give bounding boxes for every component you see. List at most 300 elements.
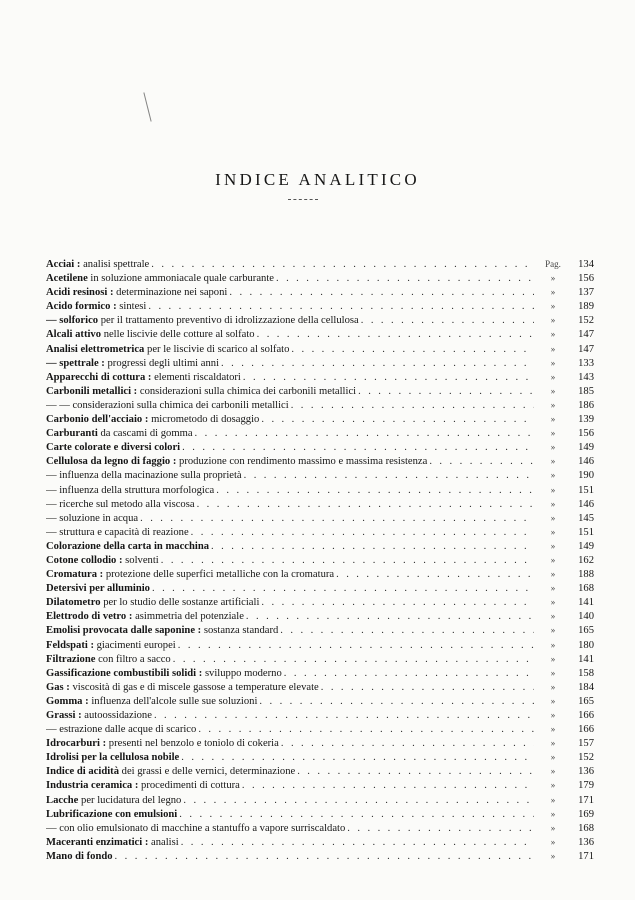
entry-text xyxy=(46,427,193,441)
index-entry xyxy=(46,398,594,412)
dot-leader xyxy=(197,498,534,512)
page-number: 146 xyxy=(578,498,594,510)
page-prefix: » xyxy=(550,752,556,763)
index-entry xyxy=(46,257,594,271)
dot-leader xyxy=(261,413,534,427)
page-prefix: » xyxy=(550,597,556,608)
dot-leader xyxy=(297,765,534,779)
entry-description: analisi xyxy=(151,836,179,848)
page-prefix: » xyxy=(550,540,556,551)
dot-leader xyxy=(242,779,534,793)
entry-content xyxy=(46,371,536,385)
entry-text xyxy=(46,610,244,624)
entry-text xyxy=(46,639,176,653)
page-number: 166 xyxy=(578,724,594,736)
page-number: 133 xyxy=(578,357,594,369)
entry-text xyxy=(46,695,257,709)
entry-description: autoossidazione xyxy=(84,710,152,721)
page-number: 141 xyxy=(578,597,594,609)
page-number: 139 xyxy=(578,414,594,426)
entry-text xyxy=(46,765,295,779)
dot-leader xyxy=(195,427,534,441)
page-prefix: » xyxy=(550,329,556,340)
page-number: 156 xyxy=(578,428,594,440)
entry-content xyxy=(46,610,536,624)
entry-content xyxy=(46,399,536,413)
page-prefix: » xyxy=(550,695,556,706)
entry-content xyxy=(46,314,536,328)
entry-heading: Apparecchi di cottura : xyxy=(46,371,152,383)
page-number: 156 xyxy=(578,273,594,285)
entry-description: produzione con rendimento massimo e massima resistenza xyxy=(179,456,428,468)
title-divider xyxy=(288,199,318,200)
entry-text xyxy=(46,272,274,286)
page-prefix: Pag. xyxy=(545,259,561,269)
dot-leader xyxy=(154,709,534,723)
entry-heading: Lacche xyxy=(46,794,79,806)
dot-leader xyxy=(161,554,534,568)
entry-description: sintesi xyxy=(119,301,147,313)
entry-description: presenti nel benzolo e toniolo di cokeria xyxy=(108,738,279,750)
page-prefix: » xyxy=(550,287,556,298)
page-prefix: » xyxy=(550,470,556,481)
index-entry xyxy=(46,539,594,553)
page-prefix: » xyxy=(550,414,556,425)
page-number: 134 xyxy=(578,259,594,270)
index-entry xyxy=(46,327,594,341)
entry-text xyxy=(46,681,319,695)
page-number: 152 xyxy=(578,752,594,764)
page-prefix: » xyxy=(550,343,556,354)
index-entry xyxy=(46,525,594,539)
index-entry xyxy=(46,821,594,835)
entry-content xyxy=(46,343,536,357)
entry-content xyxy=(46,328,536,342)
dot-leader xyxy=(261,596,534,610)
entry-description: — con olio emulsionato di macchine a stantuffo a vapore surriscaldato xyxy=(46,822,346,834)
entry-content xyxy=(46,639,536,653)
entry-content xyxy=(46,512,536,526)
entry-description: per lucidatura del legno xyxy=(81,794,182,806)
index-entry xyxy=(46,412,594,426)
page-prefix: » xyxy=(550,357,556,368)
dot-leader xyxy=(198,723,534,737)
entry-heading: Carte colorate e diversi colori xyxy=(46,442,181,454)
page-number: 147 xyxy=(578,329,594,341)
entry-content xyxy=(46,779,536,793)
page-prefix: » xyxy=(550,385,556,396)
entry-heading: Maceranti enzimatici : xyxy=(46,836,149,848)
dot-leader xyxy=(336,568,534,582)
entry-description: dei grassi e delle vernici, determinazione xyxy=(121,766,296,778)
page-number: 137 xyxy=(578,287,594,299)
entry-heading: Carburanti xyxy=(46,428,98,440)
entry-text xyxy=(46,441,180,455)
entry-description: con filtro a sacco xyxy=(98,653,171,665)
entry-description: protezione delle superfici metalliche con la cromatura xyxy=(105,569,335,581)
entry-heading: Alcali attivo xyxy=(46,329,102,341)
entry-text xyxy=(46,737,279,751)
entry-content xyxy=(46,455,536,469)
page-number: 162 xyxy=(578,554,594,566)
index-entry xyxy=(46,342,594,356)
entry-content xyxy=(46,723,536,737)
index-entry xyxy=(46,511,594,525)
page-prefix: » xyxy=(550,667,556,678)
entry-text xyxy=(46,286,227,300)
index-entry xyxy=(46,313,594,327)
page-prefix: » xyxy=(550,301,556,312)
index-entry xyxy=(46,623,594,637)
entry-text xyxy=(46,484,214,498)
entry-description: nelle liscivie delle cotture al solfato xyxy=(103,329,255,341)
page-number: 171 xyxy=(578,850,594,862)
entry-heading: Mano di fondo xyxy=(46,850,113,862)
dot-leader xyxy=(181,836,534,850)
page-prefix: » xyxy=(550,526,556,537)
entry-text xyxy=(46,469,242,483)
index-entry xyxy=(46,609,594,623)
entry-text xyxy=(46,709,152,723)
page-prefix: » xyxy=(550,512,556,523)
index-entry xyxy=(46,567,594,581)
index-entry xyxy=(46,285,594,299)
page-number: 169 xyxy=(578,808,594,820)
entry-description: elementi riscaldatori xyxy=(154,371,241,383)
entry-text xyxy=(46,582,150,596)
entry-content xyxy=(46,272,536,286)
entry-heading: Cromatura : xyxy=(46,569,104,581)
entry-text xyxy=(46,540,209,554)
entry-content xyxy=(46,596,536,610)
dot-leader xyxy=(151,258,534,272)
page-prefix: » xyxy=(550,442,556,453)
entry-content xyxy=(46,709,536,723)
index-entry xyxy=(46,722,594,736)
page-number: 180 xyxy=(578,639,594,651)
dot-leader xyxy=(291,399,534,413)
page-number: 165 xyxy=(578,695,594,707)
dot-leader xyxy=(259,695,534,709)
index-entry xyxy=(46,370,594,384)
pencil-mark xyxy=(143,92,151,121)
entry-description: procedimenti di cottura xyxy=(141,780,240,792)
entry-content xyxy=(46,554,536,568)
page-prefix: » xyxy=(550,766,556,777)
index-entry xyxy=(46,778,594,792)
entry-heading: Filtrazione xyxy=(46,653,96,665)
dot-leader xyxy=(179,808,534,822)
page-prefix: » xyxy=(550,498,556,509)
entry-text xyxy=(46,624,278,638)
page-prefix: » xyxy=(550,710,556,720)
entry-heading: Idrolisi per la cellulosa nobile xyxy=(46,752,180,764)
entry-content xyxy=(46,498,536,512)
page-prefix: » xyxy=(550,780,556,791)
page-prefix: » xyxy=(550,836,556,847)
entry-description: influenza dell'alcole sulle sue soluzioni xyxy=(91,695,258,707)
entry-text xyxy=(46,371,241,385)
entry-content xyxy=(46,357,536,371)
dot-leader xyxy=(280,624,534,638)
dot-leader xyxy=(181,751,534,765)
page-number: 146 xyxy=(578,456,594,468)
entry-heading: Colorazione della carta in macchina xyxy=(46,540,210,552)
entry-heading: Cotone collodio : xyxy=(46,554,123,566)
entry-text xyxy=(46,526,189,540)
page-prefix: » xyxy=(550,794,556,805)
entry-content xyxy=(46,300,536,314)
index-entry xyxy=(46,440,594,454)
entry-description: analisi spettrale xyxy=(83,259,150,270)
index-entry xyxy=(46,708,594,722)
dot-leader xyxy=(152,582,534,596)
index-entry xyxy=(46,793,594,807)
entry-content xyxy=(46,737,536,751)
index-entry xyxy=(46,454,594,468)
entry-description: micrometodo di dosaggio xyxy=(151,414,260,426)
page-number: 168 xyxy=(578,822,594,834)
page-number: 149 xyxy=(578,442,594,454)
dot-leader xyxy=(281,737,534,751)
entry-description: in soluzione ammoniacale quale carburante xyxy=(90,273,274,285)
entry-text xyxy=(46,258,149,272)
entry-heading: — solforico xyxy=(46,315,99,327)
page-number: 166 xyxy=(578,710,594,721)
page-prefix: » xyxy=(550,724,556,735)
dot-leader xyxy=(229,286,534,300)
entry-text xyxy=(46,836,179,850)
dot-leader xyxy=(115,850,534,864)
entry-content xyxy=(46,822,536,836)
index-entry xyxy=(46,271,594,285)
entry-text xyxy=(46,385,356,399)
entry-text xyxy=(46,822,345,836)
index-entry xyxy=(46,384,594,398)
entry-content xyxy=(46,427,536,441)
index-entry xyxy=(46,666,594,680)
index-entry xyxy=(46,299,594,313)
entry-heading: Carbonio dell'acciaio : xyxy=(46,414,149,426)
entry-content xyxy=(46,568,536,582)
entry-description: — ricerche sul metodo alla viscosa xyxy=(46,498,195,510)
index-list xyxy=(46,257,594,863)
entry-content xyxy=(46,653,536,667)
page-prefix: » xyxy=(550,808,556,819)
entry-description: — influenza della struttura morfologica xyxy=(46,484,215,496)
entry-heading: Dilatometro xyxy=(46,597,101,609)
entry-heading: Acido formico : xyxy=(46,301,117,313)
page-number: 152 xyxy=(578,315,594,327)
page-title: INDICE ANALITICO xyxy=(215,170,420,189)
page-number: 190 xyxy=(578,470,594,482)
page-number: 149 xyxy=(578,540,594,552)
entry-text xyxy=(46,850,113,864)
page-prefix: » xyxy=(550,273,556,284)
entry-text xyxy=(46,596,259,610)
entry-description: — estrazione dalle acque di scarico xyxy=(46,724,197,736)
page-number: 184 xyxy=(578,681,594,693)
entry-heading: Analisi elettrometrica xyxy=(46,343,145,355)
entry-description: solventi xyxy=(125,554,159,566)
page-prefix: » xyxy=(550,625,556,636)
page-prefix: » xyxy=(550,371,556,382)
dot-leader xyxy=(244,469,534,483)
entry-heading: Acciai : xyxy=(46,259,81,270)
dot-leader xyxy=(148,300,534,314)
entry-content xyxy=(46,765,536,779)
entry-heading: Cellulosa da legno di faggio : xyxy=(46,456,177,468)
entry-content xyxy=(46,286,536,300)
index-entry xyxy=(46,581,594,595)
entry-content xyxy=(46,850,536,864)
entry-heading: Idrocarburi : xyxy=(46,738,107,750)
page-number: 143 xyxy=(578,371,594,383)
entry-text xyxy=(46,512,138,526)
index-entry xyxy=(46,468,594,482)
page-number: 189 xyxy=(578,301,594,313)
entry-heading: Emolisi provocata dalle saponine : xyxy=(46,625,202,637)
entry-text xyxy=(46,794,181,808)
page-prefix: » xyxy=(550,822,556,833)
entry-heading: Gassificazione combustibili solidi : xyxy=(46,667,203,679)
index-entry xyxy=(46,426,594,440)
dot-leader xyxy=(211,540,534,554)
entry-description: — soluzione in acqua xyxy=(46,512,139,524)
entry-content xyxy=(46,667,536,681)
page-prefix: » xyxy=(550,569,556,580)
dot-leader xyxy=(284,667,534,681)
entry-content xyxy=(46,540,536,554)
entry-content xyxy=(46,413,536,427)
entry-content xyxy=(46,836,536,850)
entry-text xyxy=(46,455,427,469)
entry-heading: Acetilene xyxy=(46,273,88,285)
page-number: 186 xyxy=(578,399,594,411)
entry-heading: Lubrificazione con emulsioni xyxy=(46,808,178,820)
page-prefix: » xyxy=(550,428,556,439)
dot-leader xyxy=(243,371,534,385)
entry-description: viscosità di gas e di miscele gassose a temperature elevate xyxy=(72,681,319,693)
entry-description: determinazione nei saponi xyxy=(116,287,228,299)
entry-description: considerazioni sulla chimica dei carbonili metallici xyxy=(139,385,357,397)
index-entry xyxy=(46,638,594,652)
dot-leader xyxy=(140,512,534,526)
entry-content xyxy=(46,526,536,540)
entry-heading: Carbonili metallici : xyxy=(46,385,138,397)
entry-content xyxy=(46,258,536,272)
entry-description: asimmetria del potenziale xyxy=(135,611,244,623)
entry-text xyxy=(46,328,255,342)
entry-description: progressi degli ultimi anni xyxy=(107,357,220,369)
page-number: 145 xyxy=(578,512,594,524)
page-number: 165 xyxy=(578,625,594,637)
index-entry xyxy=(46,595,594,609)
page-number: 185 xyxy=(578,385,594,397)
entry-heading: Feldspati : xyxy=(46,639,94,651)
entry-text xyxy=(46,399,289,413)
entry-content xyxy=(46,385,536,399)
page-prefix: » xyxy=(550,681,556,692)
entry-description: — influenza della macinazione sulla proprietà xyxy=(46,470,242,482)
entry-heading: Gas : xyxy=(46,681,70,693)
index-entry xyxy=(46,736,594,750)
page-prefix: » xyxy=(550,456,556,467)
index-entry xyxy=(46,497,594,511)
index-entry xyxy=(46,483,594,497)
index-entry xyxy=(46,849,594,863)
dot-leader xyxy=(221,357,534,371)
entry-description: giacimenti europei xyxy=(96,639,176,651)
entry-text xyxy=(46,653,171,667)
dot-leader xyxy=(173,653,534,667)
entry-text xyxy=(46,300,146,314)
entry-heading: Industria ceramica : xyxy=(46,780,139,792)
page-number: 140 xyxy=(578,611,594,623)
entry-description: — — considerazioni sulla chimica dei carbonili metallici xyxy=(46,399,289,411)
page-number: 136 xyxy=(578,766,594,778)
entry-heading: Indice di acidità xyxy=(46,766,119,778)
entry-content xyxy=(46,582,536,596)
entry-content xyxy=(46,695,536,709)
page-number: 141 xyxy=(578,653,594,665)
entry-text xyxy=(46,357,219,371)
dot-leader xyxy=(276,272,534,286)
entry-content xyxy=(46,441,536,455)
entry-text xyxy=(46,808,177,822)
entry-text xyxy=(46,779,240,793)
dot-leader xyxy=(182,441,534,455)
page-number: 157 xyxy=(578,738,594,750)
entry-text xyxy=(46,751,179,765)
entry-content xyxy=(46,808,536,822)
entry-text xyxy=(46,413,259,427)
entry-text xyxy=(46,568,334,582)
dot-leader xyxy=(291,343,534,357)
dot-leader xyxy=(361,314,534,328)
page-prefix: » xyxy=(550,554,556,565)
entry-content xyxy=(46,751,536,765)
entry-text xyxy=(46,498,195,512)
dot-leader xyxy=(257,328,534,342)
page-prefix: » xyxy=(550,738,556,749)
entry-text xyxy=(46,554,159,568)
dot-leader xyxy=(321,681,534,695)
dot-leader xyxy=(191,526,534,540)
page-number: 151 xyxy=(578,484,594,496)
index-entry xyxy=(46,835,594,849)
page-number: 151 xyxy=(578,526,594,538)
entry-heading: Acidi resinosi : xyxy=(46,287,114,299)
page-prefix: » xyxy=(550,850,556,861)
page-prefix: » xyxy=(550,315,556,326)
entry-heading: Detersivi per alluminio xyxy=(46,583,150,595)
entry-heading: — spettrale : xyxy=(46,357,105,369)
index-entry xyxy=(46,356,594,370)
entry-heading: Gomma : xyxy=(46,695,89,707)
entry-description: sostanza standard xyxy=(203,625,279,637)
entry-content xyxy=(46,624,536,638)
dot-leader xyxy=(358,385,534,399)
page-number: 168 xyxy=(578,583,594,595)
entry-text xyxy=(46,343,289,357)
dot-leader xyxy=(216,484,534,498)
entry-description: per le liscivie di scarico al solfato xyxy=(147,343,290,355)
index-entry xyxy=(46,807,594,821)
entry-description: per lo studio delle sostanze artificiali xyxy=(103,597,260,609)
page-prefix: » xyxy=(550,611,556,622)
entry-content xyxy=(46,469,536,483)
